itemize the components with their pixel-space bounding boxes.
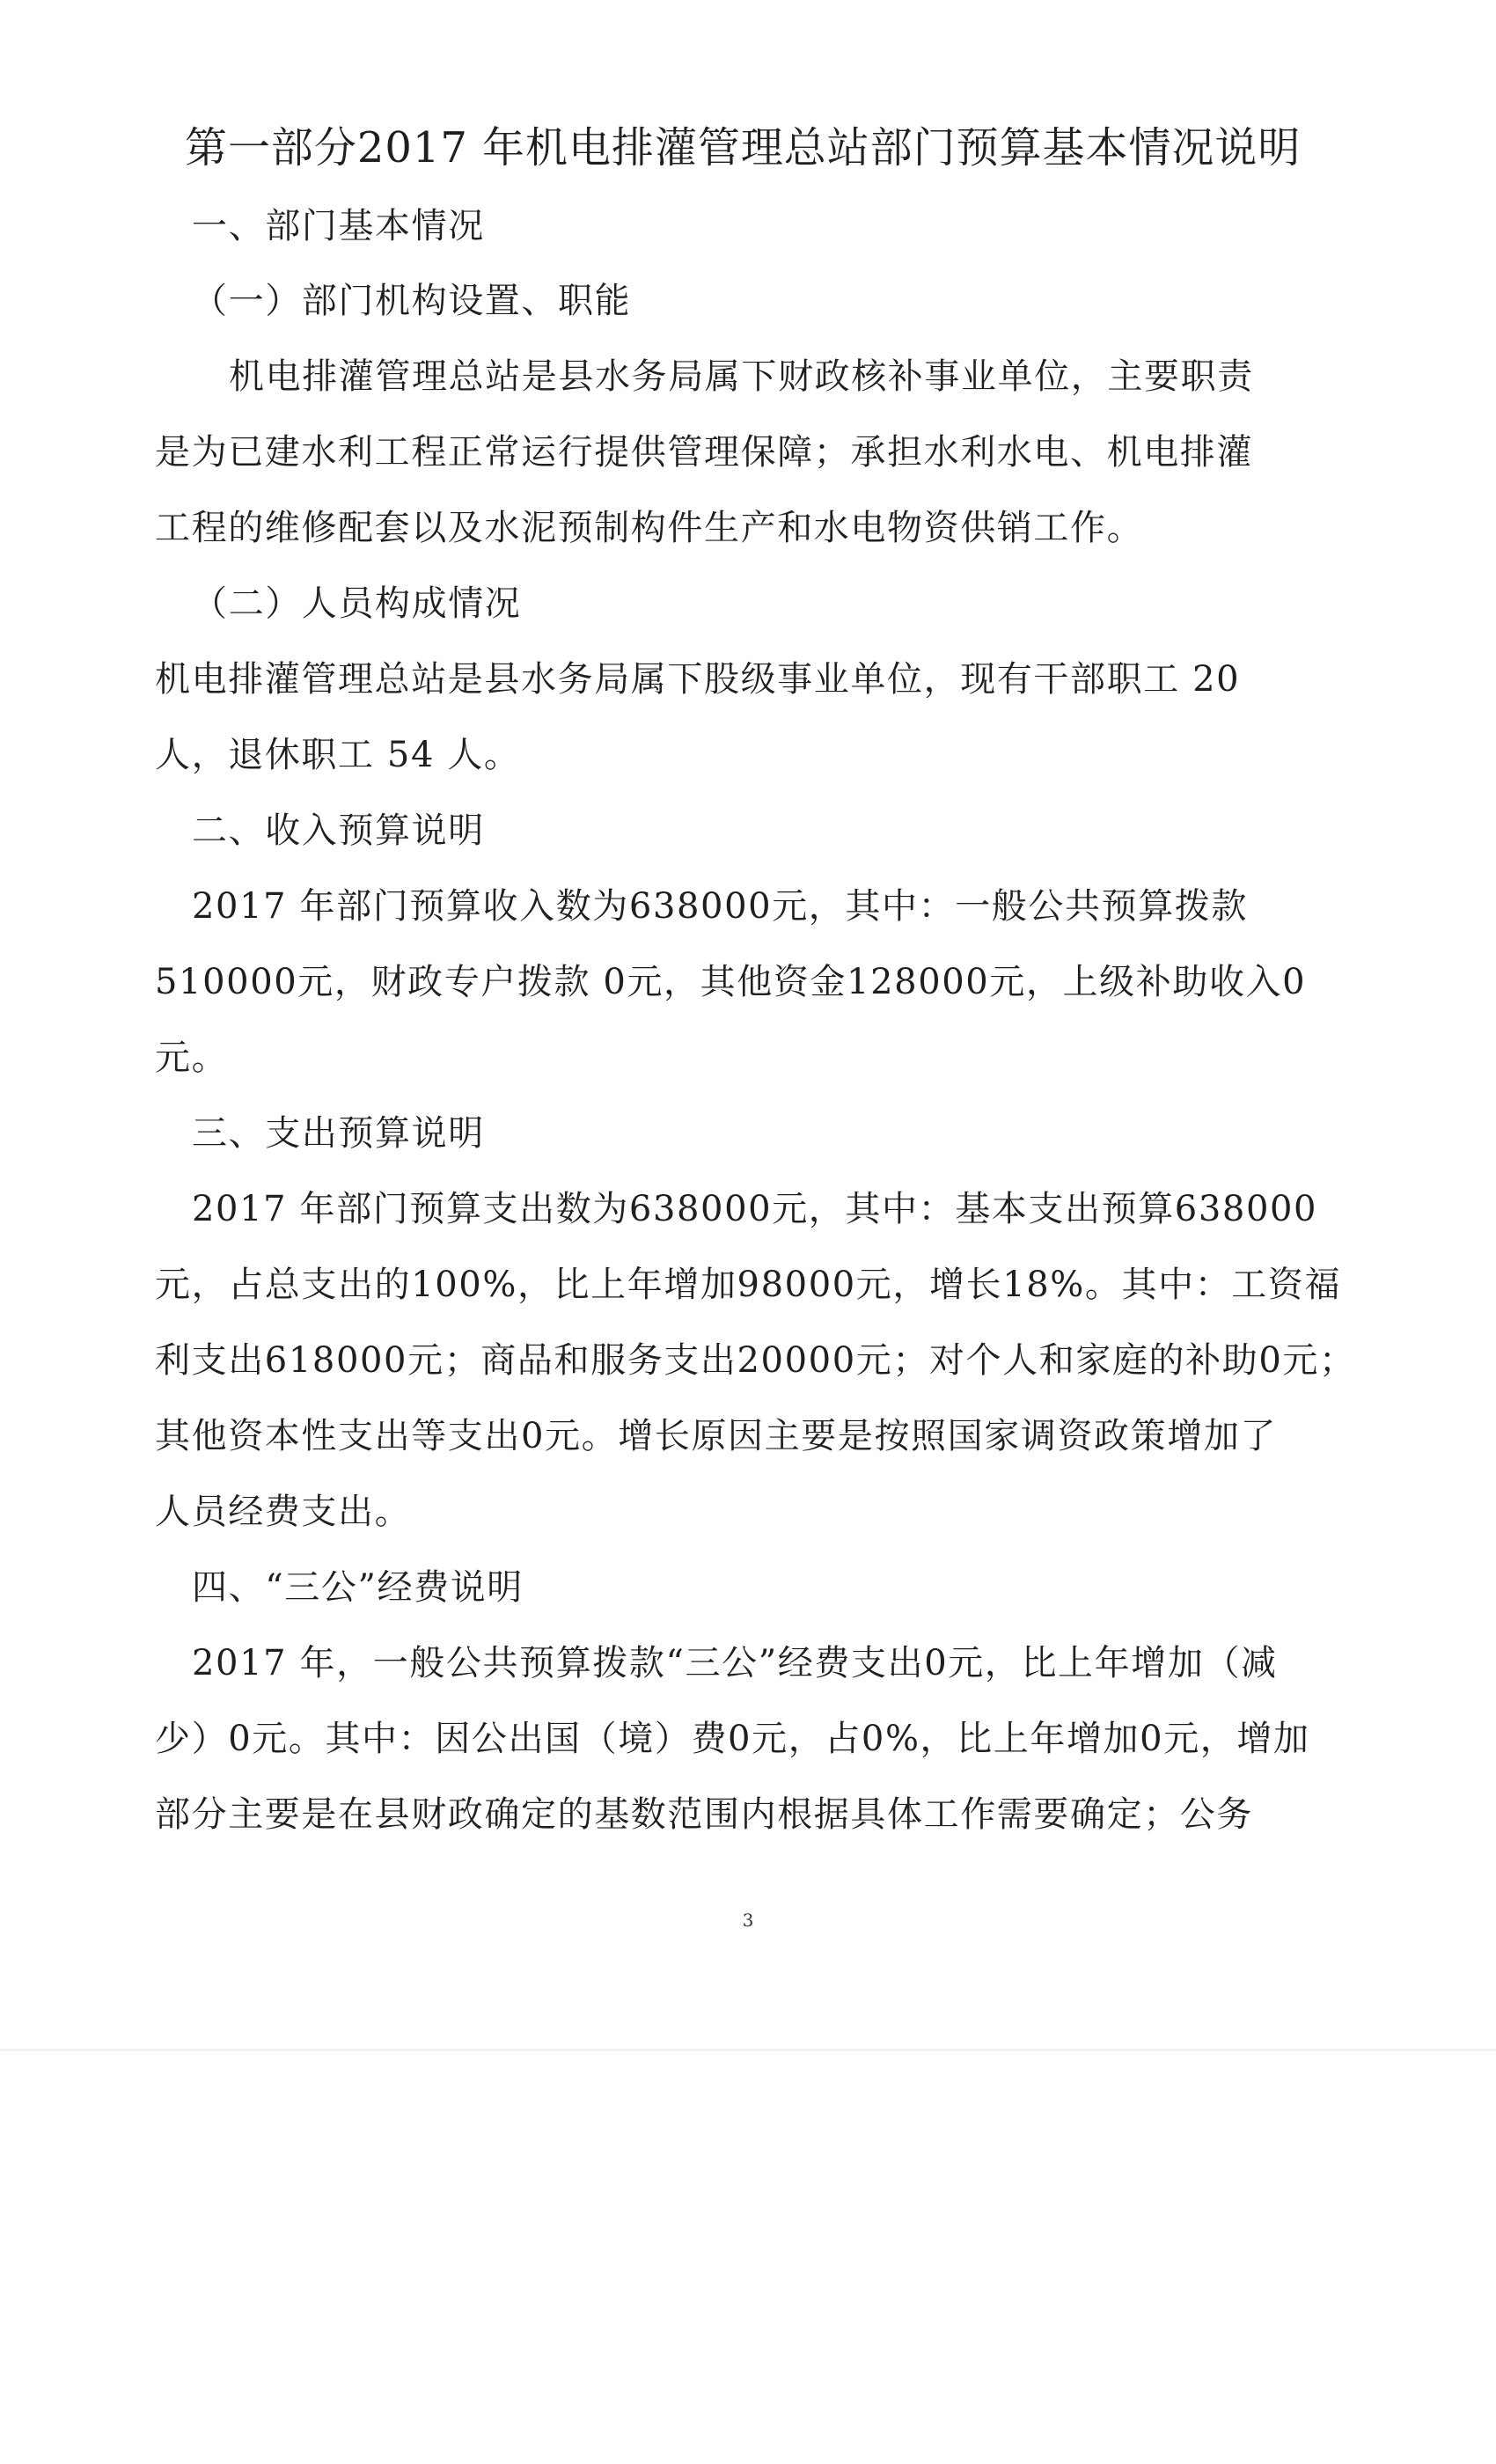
paragraph-line: 机电排灌管理总站是县水务局属下股级事业单位，现有干部职工 20: [155, 659, 1241, 700]
section-heading: 三、支出预算说明: [192, 1113, 485, 1154]
paragraph-line: 2017 年部门预算支出数为638000元，其中：基本支出预算638000: [192, 1189, 1318, 1229]
paragraph-line: 2017 年部门预算收入数为638000元，其中：一般公共预算拨款: [192, 886, 1249, 927]
paragraph-line: 元。: [155, 1038, 229, 1078]
section-heading: 四、“三公”经费说明: [192, 1567, 524, 1608]
paragraph-line: 510000元，财政专户拨款 0元，其他资金128000元，上级补助收入0: [155, 962, 1307, 1002]
page-number: 3: [742, 1910, 754, 1931]
paragraph-line: 人，退休职工 54 人。: [155, 735, 521, 775]
paragraph-line: 利支出618000元；商品和服务支出20000元；对个人和家庭的补助0元；: [155, 1340, 1356, 1381]
paragraph-line: 元，占总支出的100%，比上年增加98000元，增长18%。其中：工资福: [155, 1265, 1342, 1305]
paragraph-line: 少）0元。其中：因公出国（境）费0元，占0%，比上年增加0元，增加: [155, 1719, 1310, 1759]
document-title: 第一部分2017 年机电排灌管理总站部门预算基本情况说明: [185, 123, 1302, 172]
paragraph-line: 部分主要是在县财政确定的基数范围内根据具体工作需要确定；公务: [155, 1794, 1253, 1835]
paragraph-line: 其他资本性支出等支出0元。增长原因主要是按照国家调资政策增加了: [155, 1416, 1278, 1456]
scan-edge-divider: [0, 2049, 1496, 2051]
paragraph-line: 是为已建水利工程正常运行提供管理保障；承担水利水电、机电排灌: [155, 432, 1253, 473]
subsection-heading: （一）部门机构设置、职能: [192, 281, 632, 321]
paragraph-line: 人员经费支出。: [155, 1492, 412, 1532]
paragraph-line: 工程的维修配套以及水泥预制构件生产和水电物资供销工作。: [155, 508, 1144, 548]
section-heading: 一、部门基本情况: [192, 206, 485, 246]
section-heading: 二、收入预算说明: [192, 810, 485, 851]
subsection-heading: （二）人员构成情况: [192, 583, 522, 624]
paragraph-line: 2017 年，一般公共预算拨款“三公”经费支出0元，比上年增加（减: [192, 1643, 1278, 1683]
paragraph-line: 机电排灌管理总站是县水务局属下财政核补事业单位，主要职责: [229, 356, 1254, 397]
